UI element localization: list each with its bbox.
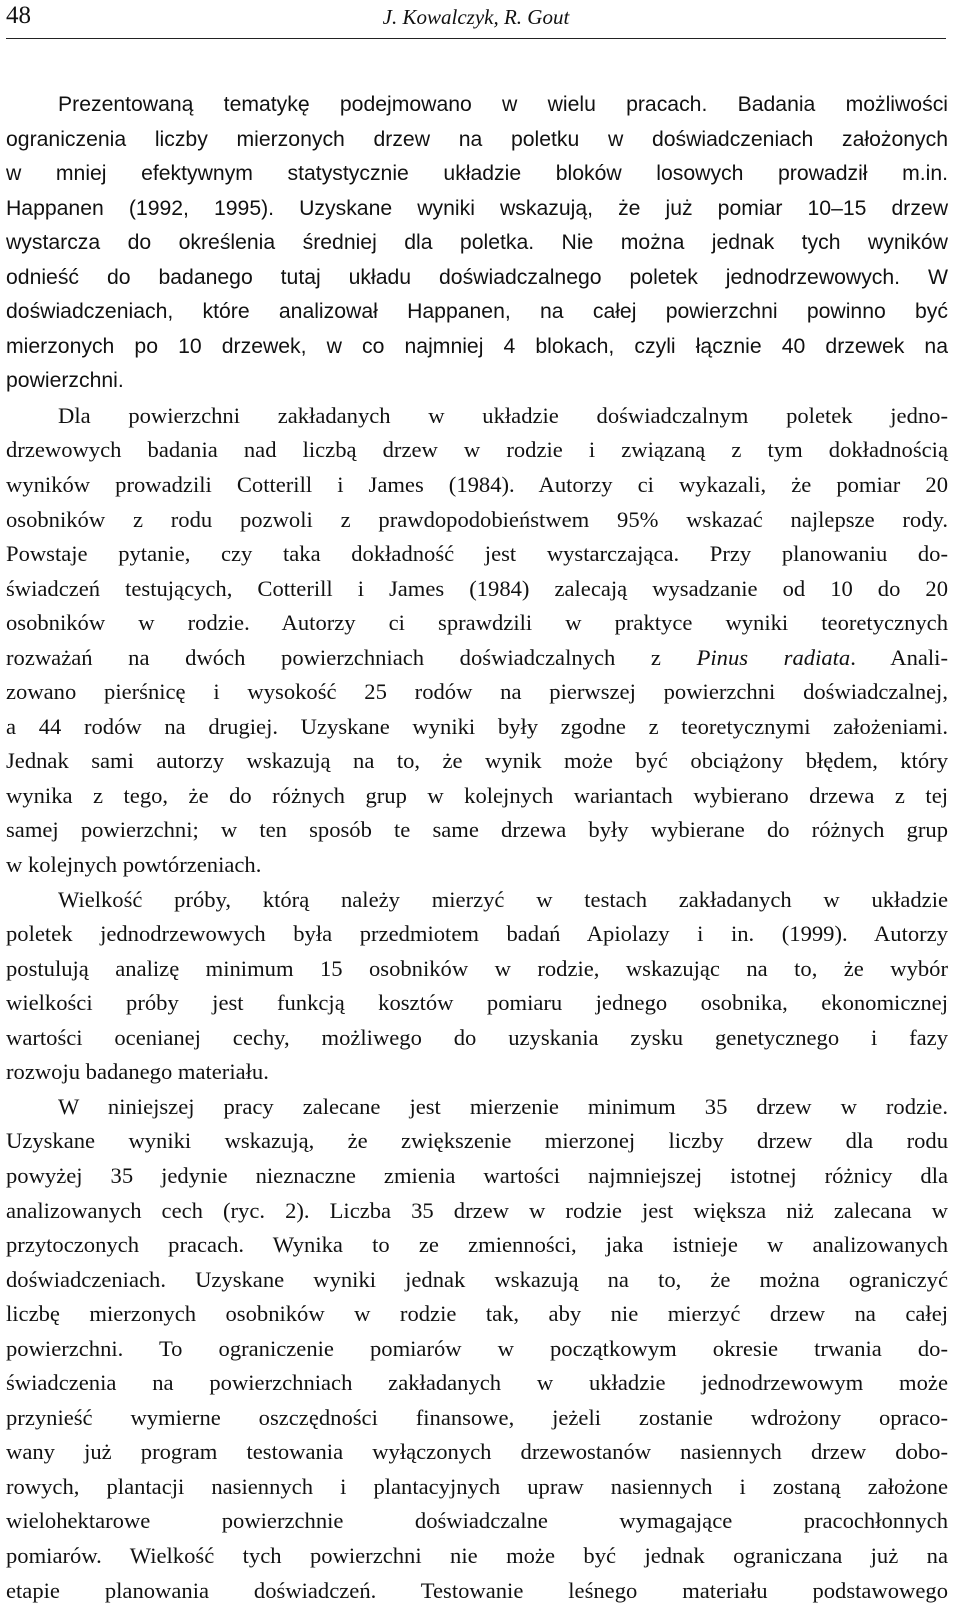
running-head: J. Kowalczyk, R. Gout (382, 5, 570, 29)
text-line: liczbę mierzonych osobników w rodzie tak, aby nie mierzyć drzew na całej (6, 1301, 948, 1327)
text-line: w mniej efektywnym statystycznie układzie bloków losowych prowadził m.in. (6, 162, 948, 186)
text-line: wynika z tego, że do różnych grup w kolejnych wariantach wybierano drzewa z tej (6, 782, 948, 808)
text-line: wielkości próby jest funkcją kosztów pomiaru jednego osobnika, ekonomicznej (6, 990, 948, 1016)
text-line: świadczeń testujących, Cotterill i James (1984) zalecają wysadzanie od 10 do 20 (6, 575, 948, 601)
text-line: rowych, plantacji nasiennych i plantacyjnych upraw nasiennych i zostaną założone (6, 1473, 948, 1499)
text-line: Powstaje pytanie, czy taka dokładność jest wystarczająca. Przy planowaniu do- (6, 541, 948, 567)
text-line: mierzonych po 10 drzewek, w co najmniej 4 blokach, czyli łącznie 40 drzewek na (6, 334, 948, 358)
text-line: przytoczonych pracach. Wynika to ze zmienności, jaka istnieje w analizowanych (6, 1232, 948, 1258)
body-text (6, 88, 948, 1608)
text-line: wystarcza do określenia średniej dla poletka. Nie można jednak tych wyników (6, 231, 948, 255)
text-segment: rozważań na dwóch powierzchniach doświadczalnych z (6, 644, 697, 670)
page-header (6, 0, 946, 39)
text-line: świadczenia na powierzchniach zakładanych w układzie jednodrzewowym może (6, 1370, 948, 1396)
text-line: doświadczeniach. Uzyskane wyniki jednak wskazują na to, że można ograniczyć (6, 1266, 948, 1292)
text-line: W niniejszej pracy zalecane jest mierzenie minimum 35 drzew w rodzie. (58, 1093, 948, 1119)
text-line: poletek jednodrzewowych była przedmiotem badań Apiolazy i in. (1999). Autorzy (6, 921, 948, 947)
text-line: w kolejnych powtórzeniach. (6, 852, 262, 878)
text-line: Uzyskane wyniki wskazują, że zwiększenie mierzonej liczby drzew dla rodu (6, 1128, 948, 1154)
text-line: wielohektarowe powierzchnie doświadczalne wymagające pracochłonnych (6, 1508, 948, 1534)
text-line: samej powierzchni; w ten sposób te same drzewa były wybierane do różnych grup (6, 817, 948, 843)
text-line: osobników w rodzie. Autorzy ci sprawdzili w praktyce wyniki teoretycznych (6, 610, 948, 636)
text-line: wyników prowadzili Cotterill i James (1984). Autorzy ci wykazali, że pomiar 20 (6, 472, 948, 498)
text-line: Wielkość próby, którą należy mierzyć w testach zakładanych w układzie (58, 886, 948, 912)
text-line: rozwoju badanego materiału. (6, 1059, 269, 1085)
text-line: drzewowych badania nad liczbą drzew w rodzie i związaną z tym dokładnością (6, 437, 948, 463)
text-line: zowano pierśnicę i wysokość 25 rodów na pierwszej powierzchni doświadczalnej, (6, 679, 948, 705)
text-line: powyżej 35 jedynie nieznaczne zmienia wartości najmniejszej istotnej różnicy dla (6, 1162, 948, 1188)
text-line: doświadczeniach, które analizował Happanen, na całej powierzchni powinno być (6, 300, 948, 324)
text-line: ograniczenia liczby mierzonych drzew na poletku w doświadczeniach założonych (6, 127, 948, 151)
text-line: wany już program testowania wyłączonych drzewostanów nasiennych drzew dobo- (6, 1439, 948, 1465)
text-line: powierzchni. (6, 369, 124, 393)
text-line: Prezentowaną tematykę podejmowano w wielu pracach. Badania możliwości (58, 93, 948, 116)
text-line: a 44 rodów na drugiej. Uzyskane wyniki były zgodne z teoretycznymi założeniami. (6, 713, 948, 739)
text-line: Happanen (1992, 1995). Uzyskane wyniki wskazują, że już pomiar 10–15 drzew (6, 196, 948, 220)
text-line: etapie planowania doświadczeń. Testowanie leśnego materiału podstawowego (6, 1577, 948, 1603)
paragraph-4 (6, 1090, 948, 1608)
text-line: pomiarów. Wielkość tych powierzchni nie może być jednak ograniczana już na (6, 1542, 948, 1568)
text-line (6, 641, 948, 676)
species-name: Pinus radiata (696, 644, 851, 670)
text-line: Dla powierzchni zakładanych w układzie doświadczalnym poletek jedno- (58, 402, 948, 428)
text-line: osobników z rodu pozwoli z prawdopodobieństwem 95% wskazać najlepsze rody. (6, 506, 948, 532)
text-line: Jednak sami autorzy wskazują na to, że wynik może być obciążony błędem, który (6, 748, 948, 774)
text-line: przynieść wymierne oszczędności finansowe, jeżeli zostanie wdrożony opraco- (6, 1404, 948, 1430)
text-line: analizowanych cech (ryc. 2). Liczba 35 drzew w rodzie jest większa niż zalecana w (6, 1197, 948, 1223)
text-line: powierzchni. To ograniczenie pomiarów w początkowym okresie trwania do- (6, 1335, 948, 1361)
paragraph-1 (6, 88, 948, 399)
text-line: postulują analizę minimum 15 osobników w rodzie, wskazując na to, że wybór (6, 955, 948, 981)
paragraph-3 (6, 883, 948, 1090)
page-number: 48 (6, 2, 31, 29)
text-line: odnieść do badanego tutaj układu doświadczalnego poletek jednodrzewowych. W (6, 265, 948, 289)
paragraph-2 (6, 399, 948, 883)
text-segment: . Anali- (850, 644, 948, 670)
text-line: wartości ocenianej cechy, możliwego do uzyskania zysku genetycznego i fazy (6, 1024, 948, 1050)
